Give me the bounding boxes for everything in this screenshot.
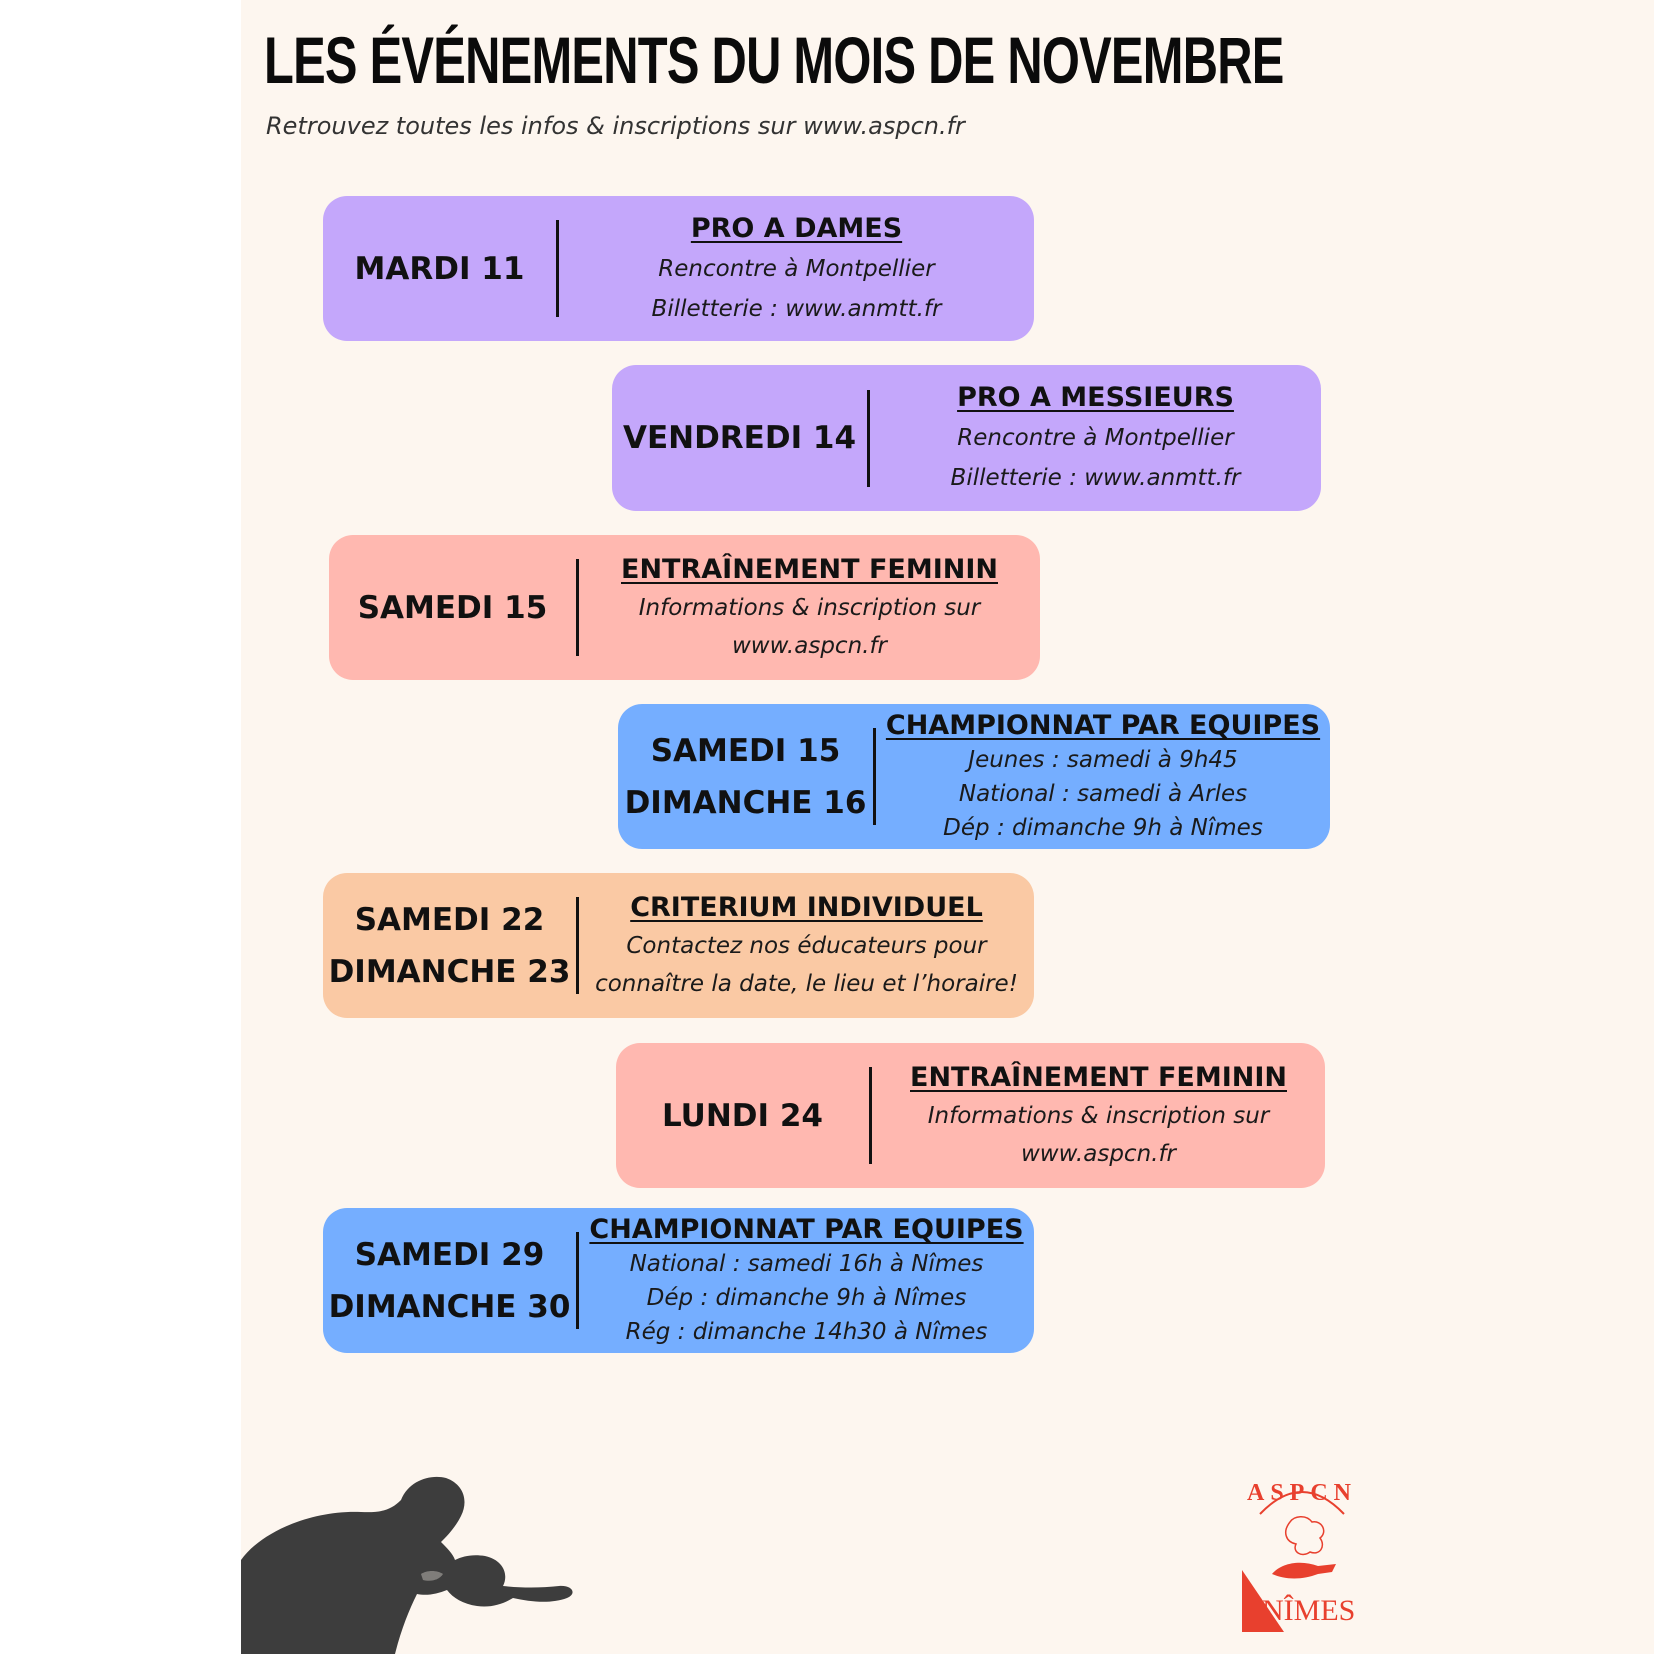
- event-date-line: SAMEDI 15: [357, 589, 548, 626]
- event-title: CHAMPIONNAT PAR EQUIPES: [589, 1213, 1024, 1245]
- event-date-line: SAMEDI 29: [354, 1236, 545, 1273]
- event-detail: Rencontre à Montpellier: [957, 425, 1234, 451]
- event-date-line: DIMANCHE 23: [328, 953, 571, 990]
- event-detail: Informations & inscription sur: [638, 594, 981, 621]
- event-date-line: SAMEDI 22: [354, 901, 545, 938]
- event-info: [870, 378, 1321, 498]
- event-detail: National : samedi à Arles: [958, 780, 1248, 807]
- page-subtitle: Retrouvez toutes les infos & inscriptions sur www.aspcn.fr: [266, 112, 965, 140]
- event-date: [323, 1229, 576, 1333]
- event-title: CRITERIUM INDIVIDUEL: [630, 891, 983, 923]
- event-date: [618, 725, 873, 829]
- event-info: [579, 1213, 1034, 1349]
- event-detail: Billetterie : www.anmtt.fr: [950, 465, 1241, 491]
- event-date-line: LUNDI 24: [662, 1097, 823, 1134]
- event-detail: Rég : dimanche 14h30 à Nîmes: [625, 1318, 988, 1345]
- event-date: [616, 1090, 869, 1142]
- person-blowing-ball-silhouette-icon: [241, 1470, 581, 1654]
- event-title: ENTRAÎNEMENT FEMININ: [910, 1061, 1287, 1093]
- event-card-vendredi-14: [612, 365, 1321, 511]
- event-title: PRO A MESSIEURS: [957, 382, 1234, 413]
- logo-top-text: ASPCN: [1246, 1480, 1358, 1506]
- page-title: LES ÉVÉNEMENTS DU MOIS DE NOVEMBRE: [264, 23, 1284, 97]
- event-date-line: SAMEDI 15: [650, 732, 841, 769]
- event-detail: Billetterie : www.anmtt.fr: [651, 295, 942, 322]
- event-card-mardi-11: [323, 196, 1034, 341]
- event-info: [872, 1059, 1325, 1173]
- event-date: [323, 243, 556, 295]
- event-detail: www.aspcn.fr: [731, 632, 888, 659]
- event-info: [876, 709, 1330, 845]
- event-info: [579, 889, 1034, 1003]
- event-date-line: DIMANCHE 16: [624, 784, 867, 821]
- event-date-line: DIMANCHE 30: [328, 1288, 571, 1325]
- event-date-line: VENDREDI 14: [622, 420, 857, 456]
- event-detail: National : samedi 16h à Nîmes: [629, 1250, 984, 1277]
- event-date: [323, 894, 576, 998]
- event-detail: Informations & inscription sur: [927, 1102, 1270, 1129]
- event-card-samedi-29: [323, 1208, 1034, 1353]
- event-date-line: MARDI 11: [354, 250, 525, 287]
- event-detail: Rencontre à Montpellier: [658, 255, 935, 282]
- event-detail: connaître la date, le lieu et l’horaire!: [595, 970, 1018, 997]
- event-date: [329, 582, 576, 634]
- event-card-samedi-15-entrainement: [329, 535, 1040, 680]
- aspcn-club-logo: [1232, 1466, 1372, 1636]
- event-title: CHAMPIONNAT PAR EQUIPES: [885, 709, 1321, 741]
- event-info: [579, 551, 1040, 665]
- event-card-samedi-22: [323, 873, 1034, 1018]
- event-info: [559, 209, 1034, 329]
- event-date: [612, 412, 867, 464]
- event-detail: Jeunes : samedi à 9h45: [968, 746, 1238, 773]
- event-title: PRO A DAMES: [690, 212, 903, 244]
- event-card-samedi-15-championnat: [618, 704, 1330, 849]
- event-detail: www.aspcn.fr: [1020, 1140, 1177, 1167]
- event-detail: Contactez nos éducateurs pour: [626, 932, 987, 959]
- event-title: ENTRAÎNEMENT FEMININ: [621, 553, 998, 585]
- event-detail: Dép : dimanche 9h à Nîmes: [943, 814, 1263, 841]
- left-margin-strip: [0, 0, 241, 1654]
- event-detail: Dép : dimanche 9h à Nîmes: [646, 1284, 967, 1311]
- logo-bottom-text: NÎMES: [1262, 1594, 1356, 1627]
- event-card-lundi-24: [616, 1043, 1325, 1188]
